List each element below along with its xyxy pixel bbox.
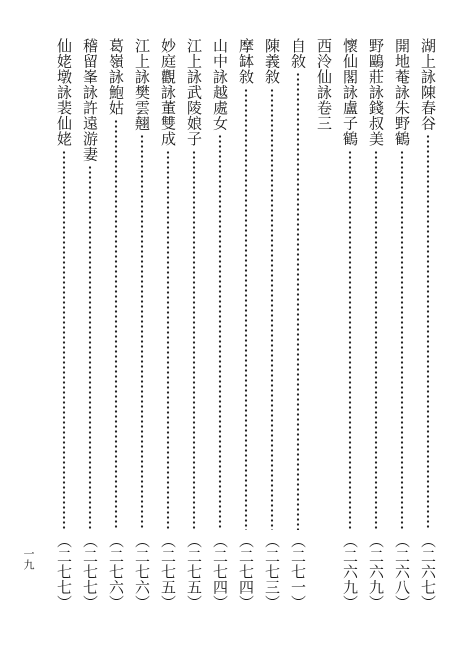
leader-dots <box>418 134 438 530</box>
leader-dots <box>80 165 100 530</box>
toc-page: （二七四） <box>211 532 229 610</box>
toc-column-6 <box>262 38 282 610</box>
toc-page: （二七六） <box>133 532 151 610</box>
toc-page: （二七六） <box>107 532 125 610</box>
toc-page: （二七五） <box>185 532 203 610</box>
toc-page: （二七三） <box>263 532 281 610</box>
leader-dots <box>210 134 230 530</box>
leader-dots <box>132 134 152 530</box>
toc-title: 湖上詠陳春谷 <box>419 38 437 131</box>
toc-title: 開地菴詠朱野鶴 <box>393 38 411 147</box>
volume-heading <box>314 38 334 610</box>
leader-dots <box>366 150 386 530</box>
toc-column-2 <box>366 38 386 610</box>
toc-column-12 <box>106 38 126 610</box>
toc-title: 陳義敘 <box>263 38 281 85</box>
toc-title: 江上詠樊雲翹 <box>133 38 151 131</box>
page-number: 一九 <box>22 548 35 570</box>
leader-dots <box>158 150 178 530</box>
toc-page: （二六九） <box>341 532 359 610</box>
toc-column-7 <box>236 38 256 610</box>
toc-page: （二七四） <box>237 532 255 610</box>
toc-page: （二六七） <box>419 532 437 610</box>
toc-title: 懷仙閣詠盧子鶴 <box>341 38 359 147</box>
toc-page: （二六九） <box>367 532 385 610</box>
leader-dots <box>184 150 204 530</box>
toc-title: 自敘 <box>289 38 307 69</box>
toc-title: 稽留峯詠許遠游妻 <box>81 38 99 162</box>
volume-title: 西泠仙詠卷三 <box>315 38 333 131</box>
leader-dots <box>106 119 126 530</box>
toc-title: 山中詠越處女 <box>211 38 229 131</box>
leader-dots <box>392 150 412 530</box>
leader-dots <box>262 88 282 530</box>
toc-column-11 <box>132 38 152 610</box>
leader-dots <box>340 150 360 530</box>
toc-page: （二七七） <box>55 532 73 610</box>
toc-title: 野鷗莊詠錢叔美 <box>367 38 385 147</box>
toc-title: 妙庭觀詠董雙成 <box>159 38 177 147</box>
toc-column-8 <box>210 38 230 610</box>
toc-column-13 <box>80 38 100 610</box>
toc-column-0 <box>418 38 438 610</box>
toc-page: （二六八） <box>393 532 411 610</box>
toc-column-1 <box>392 38 412 610</box>
toc-title: 江上詠武陵娘子 <box>185 38 203 147</box>
toc-page: （二七一） <box>289 532 307 610</box>
toc-column-10 <box>158 38 178 610</box>
toc-column-14 <box>54 38 74 610</box>
leader-dots <box>54 150 74 530</box>
leader-dots <box>236 88 256 530</box>
toc-column-9 <box>184 38 204 610</box>
toc-page: （二七五） <box>159 532 177 610</box>
toc-column-5 <box>288 38 308 610</box>
leader-dots <box>288 72 308 530</box>
toc-title: 葛嶺詠鮑姑 <box>107 38 125 116</box>
toc-title: 仙姥墩詠裴仙姥 <box>55 38 73 147</box>
toc-column-3 <box>340 38 360 610</box>
toc-title: 摩缽敘 <box>237 38 255 85</box>
toc-page: （二七七） <box>81 532 99 610</box>
